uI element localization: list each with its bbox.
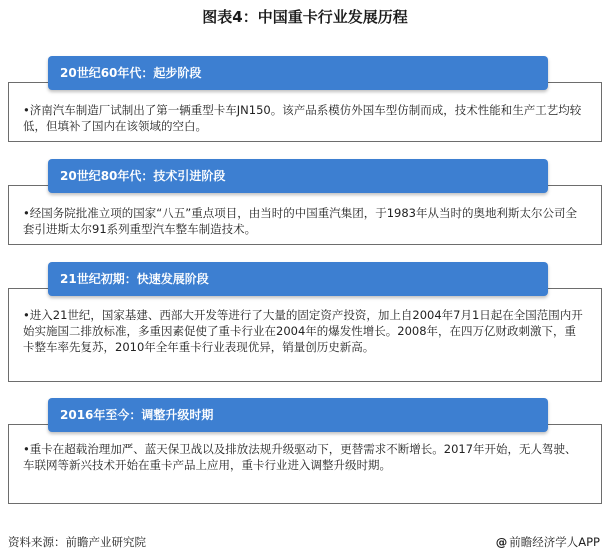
stage-label: 21世纪初期：快速发展阶段 [48, 262, 548, 296]
stage-description: •济南汽车制造厂试制出了第一辆重型卡车JN150。该产品系模仿外国车型仿制而成，技术性能和生产工艺均较低，但填补了国内在该领域的空白。 [23, 103, 582, 133]
stage-label: 20世纪80年代：技术引进阶段 [48, 159, 548, 193]
stage-description-box [8, 185, 602, 245]
brand-name: 前瞻经济学人APP [509, 535, 600, 549]
stage-description-box [8, 424, 602, 504]
at-icon: @ [495, 535, 508, 549]
stage-description: •重卡在超载治理加严、蓝天保卫战以及排放法规升级驱动下，更替需求不断增长。2017年开始，无人驾驶、车联网等新兴技术开始在重卡产品上应用，重卡行业进入调整升级时期。 [23, 442, 577, 472]
stage-description-box [8, 288, 602, 382]
brand-credit [496, 534, 600, 550]
stage-description: •经国务院批准立项的国家“八五”重点项目，由当时的中国重汽集团，于1983年从当时的奥地利斯太尔公司全套引进斯太尔91系列重型汽车整车制造技术。 [23, 206, 577, 236]
stage-label: 20世纪60年代：起步阶段 [48, 56, 548, 90]
source-note: 资料来源：前瞻产业研究院 [8, 535, 146, 549]
stage-description: •进入21世纪，国家基建、西部大开发等进行了大量的固定资产投资，加上自2004年7月1日起在全国范围内开始实施国二排放标准，多重因素促使了重卡行业在2004年的爆发性增长。2008年，在四万亿财政刺激下，重卡整车率先复苏，2010年全年重卡行业表现优异，销量创历史新高。 [23, 308, 583, 354]
stage-label: 2016年至今：调整升级时期 [48, 398, 548, 432]
page-title: 图表4：中国重卡行业发展历程 [202, 8, 408, 26]
stage-description-box [8, 82, 602, 142]
